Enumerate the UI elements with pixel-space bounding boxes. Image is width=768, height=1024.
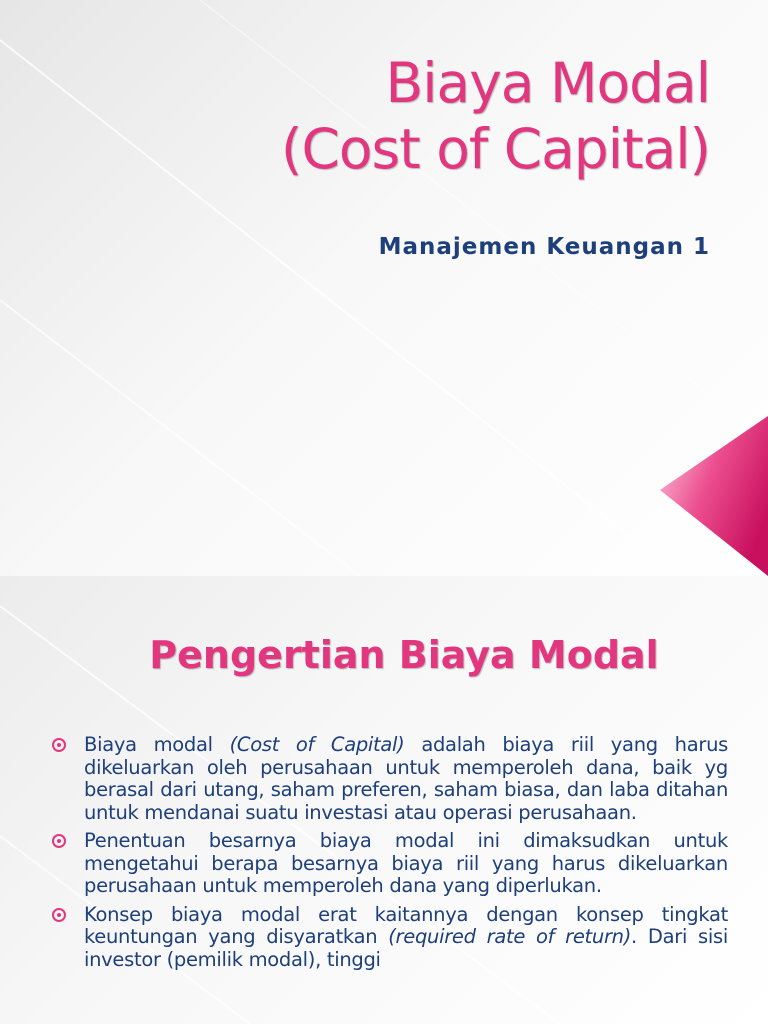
list-item	[48, 904, 728, 972]
bullet-text: adalah biaya riil yang harus dikeluarkan oleh perusahaan untuk memperoleh dana, baik yg berasal dari utang, saham preferen, saham biasa, dan laba ditahan untuk mendanai suatu investasi atau operasi perusahaan.	[84, 733, 729, 824]
list-item	[48, 830, 728, 898]
circle-bullet-icon	[52, 738, 66, 752]
bullet-text: Penentuan besarnya biaya modal ini dimaksudkan untuk mengetahui berapa besarnya biaya riil yang harus dikeluarkan perusahaan untuk memperoleh dana yang diperlukan.	[84, 829, 728, 897]
slide-title	[281, 50, 710, 182]
circle-bullet-icon	[52, 908, 66, 922]
bullet-text: Biaya modal	[84, 733, 230, 756]
content-slide	[0, 576, 768, 1024]
list-item	[48, 734, 728, 824]
title-line-1: Biaya Modal	[385, 51, 710, 115]
title-line-2: (Cost of Capital)	[280, 117, 710, 181]
slide-subtitle: Manajemen Keuangan 1	[378, 234, 710, 260]
bullet-text: Konsep biaya modal erat kaitannya dengan konsep tingkat keuntungan yang disyaratkan	[84, 902, 728, 948]
bullet-text: . Dari sisi investor (pemilik modal), tinggi	[84, 925, 728, 971]
pink-triangle-accent	[660, 416, 768, 576]
slide-title: Pengertian Biaya Modal	[149, 633, 659, 677]
circle-bullet-icon	[52, 834, 66, 848]
bullet-list	[48, 734, 728, 977]
bullet-italic-text: (required rate of return)	[388, 925, 632, 948]
bullet-italic-text: (Cost of Capital)	[229, 733, 405, 756]
